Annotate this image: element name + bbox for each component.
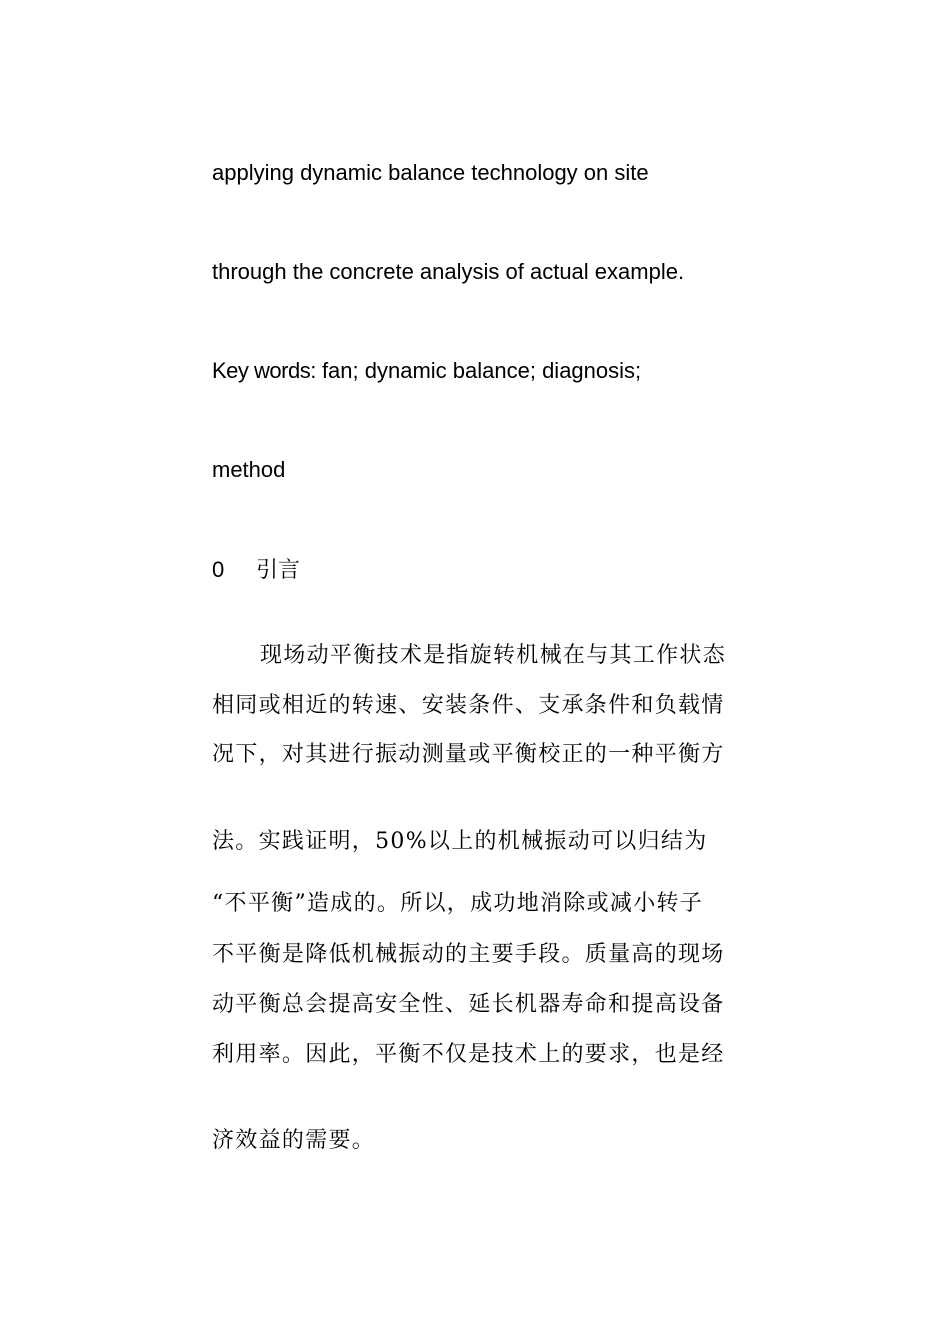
paragraph-line-5: “不平衡”造成的。所以，成功地消除或减小转子 xyxy=(212,891,704,916)
paragraph-line-7: 动平衡总会提高安全性、延长机器寿命和提高设备 xyxy=(212,992,725,1017)
paragraph-line-9: 济效益的需要。 xyxy=(212,1128,376,1153)
paragraph-line-2: 相同或相近的转速、安装条件、支承条件和负载情 xyxy=(212,693,725,718)
paragraph-line-1: 现场动平衡技术是指旋转机械在与其工作状态 xyxy=(260,643,727,668)
abstract-line-2: through the concrete analysis of actual example. xyxy=(212,259,685,284)
paragraph-line-8: 利用率。因此，平衡不仅是技术上的要求，也是经 xyxy=(212,1042,725,1067)
keywords-line xyxy=(212,357,641,385)
paragraph-line-6: 不平衡是降低机械振动的主要手段。质量高的现场 xyxy=(212,942,725,967)
keywords-continuation: method xyxy=(212,457,286,482)
keywords-text: fan; dynamic balance; diagnosis; xyxy=(315,358,642,383)
section-title: 引言 xyxy=(256,558,301,583)
section-heading xyxy=(212,556,300,585)
paragraph-line-4: 法。实践证明，50%以上的机械振动可以归结为 xyxy=(212,829,708,854)
section-number: 0 xyxy=(212,557,225,582)
abstract-line-1: applying dynamic balance technology on site xyxy=(212,160,649,185)
keywords-label: Key words: xyxy=(212,358,316,383)
paragraph-line-3: 况下，对其进行振动测量或平衡校正的一种平衡方 xyxy=(212,742,725,767)
